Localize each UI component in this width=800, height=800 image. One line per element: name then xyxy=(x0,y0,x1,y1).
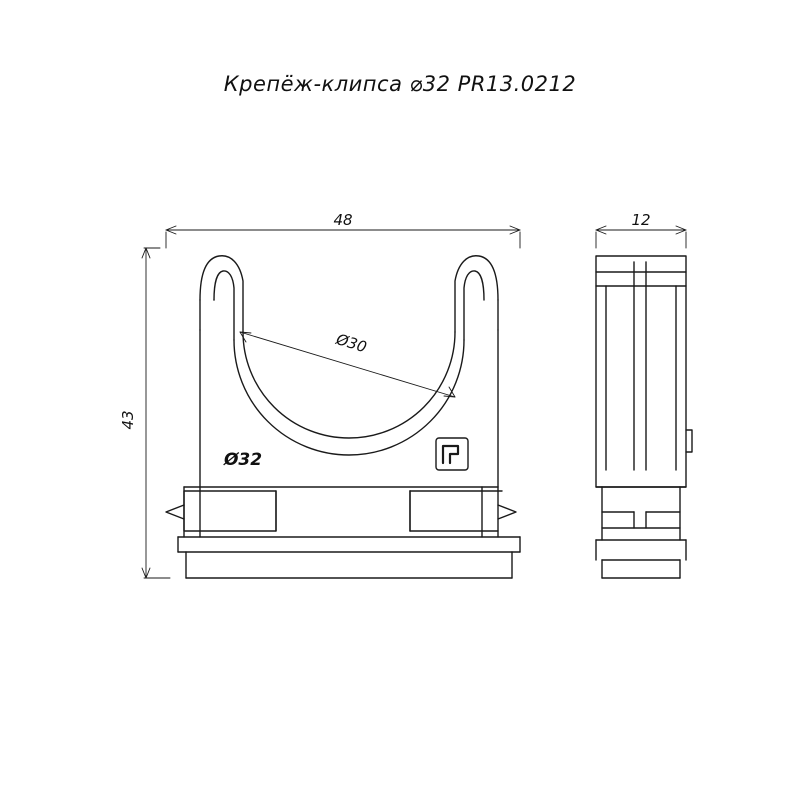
drawing-title: Крепёж-клипса ⌀32 PR13.0212 xyxy=(223,72,577,96)
dimension-depth-label: 12 xyxy=(631,211,651,229)
front-view xyxy=(166,256,520,578)
dimension-lines xyxy=(142,226,686,578)
dimension-width-label: 48 xyxy=(333,211,353,229)
dimension-height-label: 43 xyxy=(119,410,137,430)
dimension-nominal-diameter-label: Ø32 xyxy=(223,450,263,470)
dimension-inner-diameter-label: Ø30 xyxy=(334,330,369,357)
promrukav-logo xyxy=(436,438,468,470)
side-view xyxy=(596,256,692,578)
